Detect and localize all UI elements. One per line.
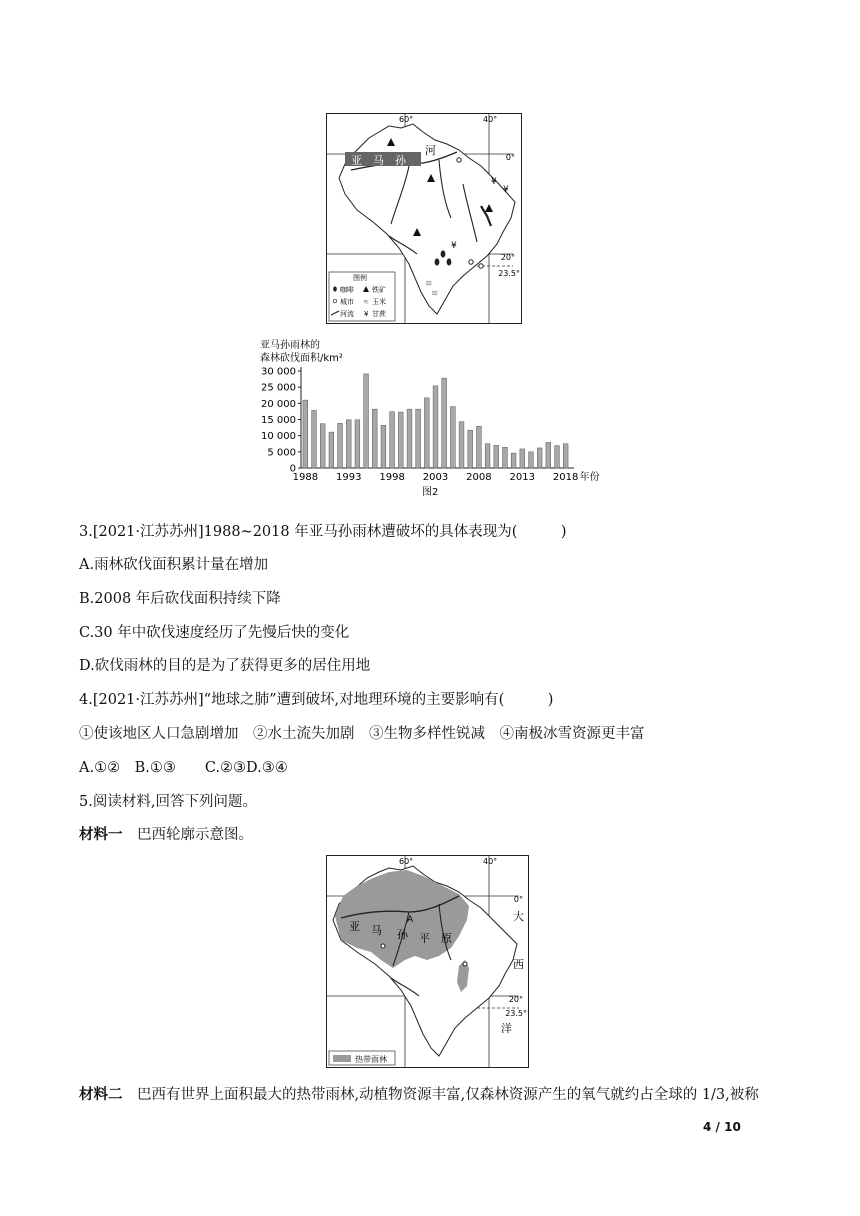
q4-options: A.①② B.①③ C.②③D.③④ (79, 760, 288, 776)
lon-label: 40° (483, 857, 498, 866)
region-label: 孙 (397, 928, 408, 941)
bar-2000 (407, 409, 412, 468)
brazil-resource-map (326, 113, 522, 324)
q4-items: ①使该地区人口急剧增加 ②水土流失加剧 ③生物多样性锐减 ④南极冰雪资源更丰富 (79, 726, 645, 742)
ocean-label: 西 (513, 958, 524, 971)
ocean-label: 洋 (501, 1022, 512, 1035)
legend-iron: 铁矿 (372, 286, 386, 294)
bar-1991 (329, 432, 334, 468)
material-one-label: 材料一 (79, 827, 123, 843)
y-tick-label: 30 000 (261, 366, 296, 378)
bar-2017 (555, 446, 560, 468)
y-tick-label: 10 000 (261, 431, 296, 443)
bar-1988 (303, 400, 308, 468)
lon-label: 60° (399, 115, 414, 124)
bar-1997 (381, 425, 386, 468)
bar-1993 (346, 420, 351, 468)
brazil-resource-map-svg (327, 114, 521, 323)
sugarcane-icon: ¥ (451, 241, 457, 251)
region-label: 亚 (351, 154, 362, 167)
y-tick-label: 5 000 (267, 447, 296, 459)
bar-2013 (520, 449, 525, 468)
region-label: 孙 (395, 154, 406, 167)
corn-icon: ≋ (431, 289, 439, 299)
q3-option-d: D.砍伐雨林的目的是为了获得更多的居住用地 (79, 658, 371, 674)
legend-sugarcane: 甘蔗 (372, 310, 386, 318)
legend-city: 城市 (340, 298, 354, 306)
bar-1998 (390, 412, 395, 468)
legend-title: 图例 (353, 274, 367, 282)
bar-2005 (450, 407, 455, 468)
q3-option-b: B.2008 年后砍伐面积持续下降 (79, 591, 281, 607)
q4-stem: 4.[2021·江苏苏州]“地球之肺”遭到破坏,对地理环境的主要影响有( ) (79, 692, 554, 708)
legend-rainforest: 热带雨林 (355, 1055, 387, 1064)
bar-1992 (338, 423, 343, 468)
corn-icon: ≋ (425, 279, 433, 289)
lat-label: 0° (505, 153, 515, 162)
region-label: 平 (419, 932, 430, 945)
lon-label: 40° (483, 115, 498, 124)
bar-2011 (503, 447, 508, 468)
material-two (79, 1083, 759, 1104)
lat-label: 23.5° (498, 269, 520, 278)
bar-1994 (355, 420, 360, 468)
sugarcane-icon: ¥ (503, 185, 509, 195)
bar-2004 (442, 378, 447, 468)
bar-1995 (364, 374, 369, 468)
lat-label: 0° (513, 895, 523, 904)
bar-2001 (416, 409, 421, 468)
material-two-label: 材料二 (79, 1087, 123, 1103)
sugarcane-icon: ¥ (491, 177, 497, 187)
q3-option-a: A.雨林砍伐面积累计量在增加 (79, 557, 269, 573)
x-tick-label: 2003 (422, 472, 449, 483)
x-axis-unit: 年份 (579, 472, 600, 483)
x-tick-label: 1998 (379, 472, 405, 483)
city-icon (469, 260, 473, 264)
y-axis-title-line2: 森林砍伐面积/km² (260, 353, 343, 364)
bar-2018 (563, 444, 568, 468)
bar-2010 (494, 445, 499, 468)
bar-2016 (546, 442, 551, 468)
material-two-text: 巴西有世界上面积最大的热带雨林,动植物资源丰富,仅森林资源产生的氧气就约占全球的 1/3,被称 (137, 1087, 759, 1103)
region-label: 亚 (349, 920, 360, 933)
region-label: 马 (373, 154, 384, 167)
bar-2007 (468, 430, 473, 468)
y-axis-title-line1: 亚马孙雨林的 (260, 340, 320, 351)
bar-2009 (485, 444, 490, 468)
bar-1989 (312, 410, 317, 468)
legend-coffee: 咖啡 (340, 286, 354, 294)
city-icon (479, 264, 483, 268)
region-label: 河 (425, 144, 436, 157)
q3-stem: 3.[2021·江苏苏州]1988~2018 年亚马孙雨林遭破坏的具体表现为( ) (79, 524, 567, 540)
legend-corn: 玉米 (372, 298, 386, 306)
y-tick-label: 20 000 (261, 398, 296, 410)
region-label: 马 (371, 924, 382, 937)
lat-label: 20° (508, 995, 523, 1004)
page-number: 4 / 10 (703, 1120, 741, 1134)
svg-text:¥: ¥ (364, 310, 369, 318)
material-one (79, 823, 253, 844)
coffee-icon (435, 258, 440, 265)
bar-2002 (424, 398, 429, 468)
q3-option-c: C.30 年中砍伐速度经历了先慢后快的变化 (79, 625, 350, 641)
lon-label: 60° (399, 857, 414, 866)
y-tick-label: 15 000 (261, 415, 296, 426)
x-tick-label: 1993 (335, 472, 362, 483)
city-icon (457, 158, 461, 162)
deforestation-chart (260, 335, 605, 503)
coffee-icon (441, 250, 446, 257)
point-a-label: A (407, 915, 414, 925)
bar-1996 (372, 409, 377, 468)
bar-1990 (320, 424, 325, 468)
svg-text:≋: ≋ (363, 298, 369, 306)
brazil-outline-map-svg (327, 856, 528, 1067)
x-tick-label: 2008 (466, 472, 492, 483)
ocean-label: 大 (513, 910, 524, 923)
coffee-icon (447, 258, 452, 265)
bar-2014 (529, 452, 534, 468)
deforestation-chart-svg (260, 335, 605, 503)
bar-2015 (537, 448, 542, 468)
y-tick-label: 0 (289, 463, 296, 475)
bar-1999 (398, 412, 403, 468)
bar-2012 (511, 453, 516, 468)
x-tick-label: 1988 (292, 472, 319, 483)
legend-river: 河流 (340, 310, 354, 318)
q5-stem: 5.阅读材料,回答下列问题。 (79, 794, 257, 810)
region-label: 原 (441, 932, 452, 945)
material-one-text: 巴西轮廓示意图。 (137, 827, 253, 843)
x-tick-label: 2018 (552, 472, 579, 483)
lat-label: 23.5° (505, 1009, 527, 1018)
x-tick-label: 2013 (509, 472, 536, 483)
bar-2008 (477, 426, 482, 468)
bar-2003 (433, 386, 438, 468)
y-tick-label: 25 000 (261, 382, 296, 394)
brazil-outline-map (326, 855, 529, 1068)
bar-2006 (459, 422, 464, 468)
figure-caption: 图2 (422, 487, 439, 498)
lat-label: 20° (500, 253, 515, 262)
